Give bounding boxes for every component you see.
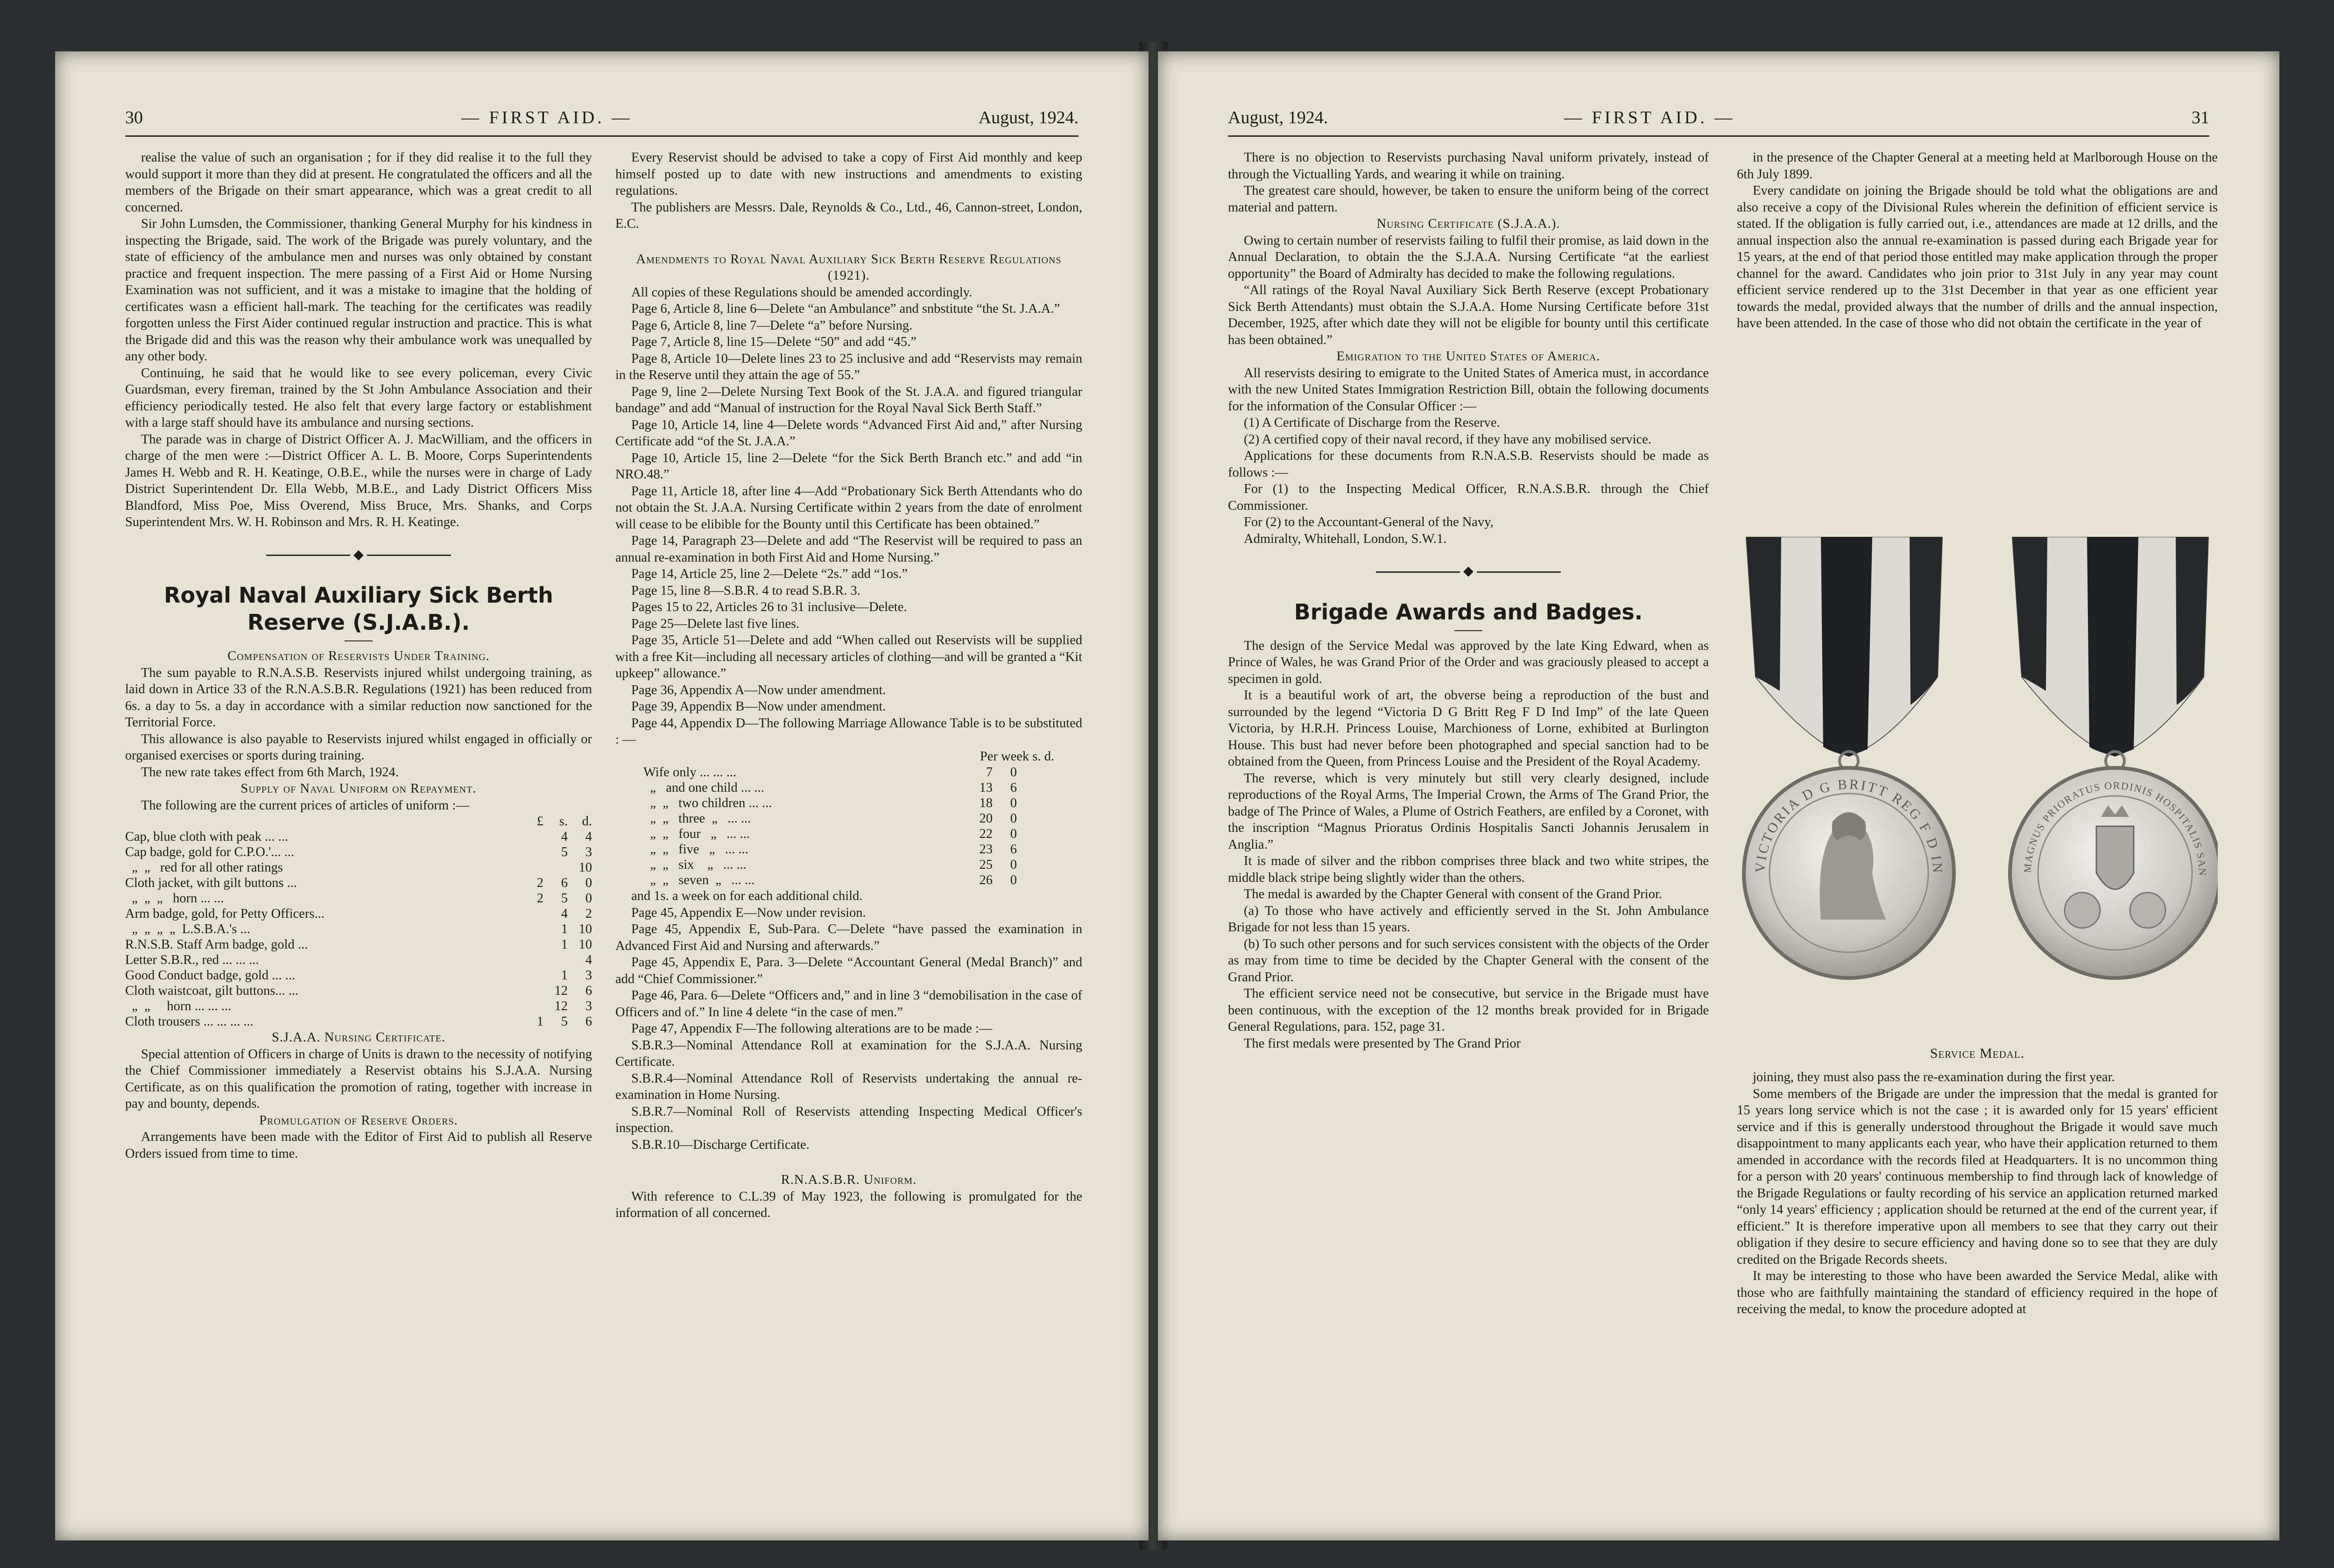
compensation-text bbox=[125, 665, 592, 781]
obverse-ribbon bbox=[1746, 537, 1942, 770]
right-col2-intro bbox=[1737, 149, 2218, 332]
amendment-item: Page 47, Appendix F—The following alterations are to be made :— bbox=[631, 1021, 993, 1036]
price-item: Cloth waistcoat, gilt buttons... ... bbox=[125, 984, 299, 998]
paragraph: Sir John Lumsden, the Commissioner, thanking General Murphy for his kindness in inspecting the Brigade, said. The work of the Brigade was purely voluntary, and the state of efficiency of the ambulance men and nurses was only obtained by constant practice and frequent inspection. The mere passing of a First Aid or Home Nursing Examination was not sufficient, and it was a mistake to imagine that the holding of certificates wasn a efficient hall-mark. The teaching for the certificates was readily forgotten unless the First Aider continued regular instruction and practice. This is what the Brigade did and this was the reason why their ambulance work was unequalled by any other body. bbox=[125, 217, 592, 364]
price-header-shillings: s. bbox=[559, 814, 568, 829]
price-pounds bbox=[519, 844, 543, 860]
price-pence: 2 bbox=[585, 907, 592, 921]
right-page-number: 31 bbox=[2192, 108, 2209, 127]
figure-caption: Service Medal. bbox=[1930, 1046, 2025, 1061]
table-row bbox=[125, 937, 592, 952]
reverse-ribbon bbox=[2012, 537, 2208, 770]
allowance-pence: 0 bbox=[1010, 811, 1017, 826]
price-item: Letter S.B.R., red ... ... ... bbox=[125, 953, 259, 967]
paragraph: joining, they must also pass the re-examination during the first year. bbox=[1753, 1070, 2115, 1084]
allowance-label: „ „ five „ ... ... bbox=[643, 842, 748, 857]
title-rule bbox=[345, 640, 373, 641]
paragraph: The reverse, which is very minutely but still very clearly designed, include reproductions of the Royal Arms, The Imperial Crown, the Arms of The Grand Prior, the badge of The Prince of Wales, a Plume of Ostrich Feathers, are enfiled by a Coronet, with the inscription “Magnus Prioratus Ordinis Hospitalis Sancti Johannis Jerusalem in Anglia.” bbox=[1228, 771, 1709, 852]
paragraph: The first medals were presented by The Grand Prior bbox=[1244, 1036, 1521, 1051]
table-row bbox=[125, 875, 592, 891]
left-running-title: — FIRST AID. — bbox=[461, 108, 633, 127]
price-shillings bbox=[543, 952, 568, 968]
right-column-2-continued bbox=[1737, 1069, 2218, 1318]
price-item: „ „ red for all other ratings bbox=[125, 860, 283, 875]
paragraph: Some members of the Brigade are under the impression that the medal is granted for 15 years long service which is not the case ; it is awarded only for 15 years' efficient service and if this is generally understood throughout the Brigade it would save much disappointment to many applicants each year, who have their application returned to them amended in accordance with the records filed at Headquarters. It is no uncommon thing for a person with 20 years' continuous membership to find through lack of knowledge of the Brigade Regulations or faulty recording of his service an application returned marked “only 14 years' efficiency ; application should be returned at the end of the current year, if efficient.” It is therefore imperative upon all members to see that they carry out their obligation if they desire to secure efficiency and having done so to see that they are duly credited on the Brigade Records sheets. bbox=[1737, 1086, 2218, 1267]
left-running-head bbox=[125, 107, 1079, 137]
left-page-number: 30 bbox=[125, 108, 143, 127]
price-pounds bbox=[519, 921, 543, 937]
allowance-shillings: 13 bbox=[979, 780, 993, 795]
paragraph: Admiralty, Whitehall, London, S.W.1. bbox=[1244, 531, 1447, 546]
paragraph: Owing to certain number of reservists failing to fulfil their promise, as laid down in the Annual Declaration, to obtain the the S.J.A.A. Nursing Certificate “at the earliest opportunity” the Board of Admiralty has decided to make the following regulations. bbox=[1228, 233, 1709, 281]
amendment-item: Page 6, Article 8, line 6—Delete “an Ambulance” and snbstitute “the St. J.A.A.” bbox=[631, 302, 1060, 316]
paragraph: (2) A certified copy of their naval record, if they have any mobilised service. bbox=[1244, 432, 1651, 447]
paragraph: “All ratings of the Royal Naval Auxiliary Sick Berth Reserve (except Probationary Sick Berth Attendants) must obtain the S.J.A.A. Home Nursing Certificate before 31st December, 1925, after which date they will not be eligible for bounty until this certificate has been obtained.” bbox=[1228, 283, 1709, 347]
price-pounds: 2 bbox=[536, 891, 543, 906]
price-shillings: 1 bbox=[561, 968, 568, 983]
amendment-item: and 1s. a week on for each additional child. bbox=[631, 889, 863, 903]
paragraph: There is no objection to Reservists purchasing Naval uniform privately, instead of through the Victualling Yards, and wearing it while on training. bbox=[1228, 150, 1709, 182]
amendment-item: S.B.R.3—Nominal Attendance Roll at examination for the S.J.A.A. Nursing Certificate. bbox=[615, 1038, 1082, 1069]
paragraph: Every candidate on joining the Brigade should be told what the obligations are and also receive a copy of the Divisional Rules wherein the definition of efficient service is stated. If the obligation is fully carried out, i.e., attendances are made at 12 drills, and the annual inspection also the annual re-examination is passed during each Brigade year for 15 years, at the end of that period those entitled may make application through the proper channel for the award. Candidates who join prior to 31st July in any year may count efficient service rendered up to the 31st December in that year as one efficient year towards the medal, provided always that the number of drills and the annual inspection, have been attended. In the case of those who did not obtain the certificate in the year of bbox=[1737, 183, 2218, 330]
allowance-pence: 6 bbox=[1010, 842, 1017, 857]
table-row bbox=[125, 860, 592, 875]
amendment-item: Page 10, Article 15, line 2—Delete “for the Sick Berth Branch etc.” and add “in NRO.48.” bbox=[615, 450, 1082, 482]
article-title-brigade-awards: Brigade Awards and Badges. bbox=[1294, 599, 1643, 625]
heading-emigration: Emigration to the United States of America. bbox=[1336, 349, 1601, 364]
allowance-label: „ „ six „ ... ... bbox=[643, 858, 747, 872]
paragraph: It is made of silver and the ribbon comprises three black and two white stripes, the middle black stripe being slightly wider than the others. bbox=[1228, 854, 1709, 885]
table-row bbox=[643, 826, 1017, 842]
amendment-item: Page 36, Appendix A—Now under amendment. bbox=[631, 682, 886, 697]
amendment-item: Pages 15 to 22, Articles 26 to 31 inclusive—Delete. bbox=[631, 600, 907, 614]
price-item: „ „ horn ... ... ... bbox=[125, 999, 232, 1013]
amendment-item: Page 9, line 2—Delete Nursing Text Book of the St. J.A.A. and figured triangular bandage” and add “Manual of instruction for the Royal Naval Sick Berth Staff.” bbox=[615, 384, 1082, 415]
price-item: Cloth trousers ... ... ... ... bbox=[125, 1014, 254, 1029]
amendment-item: Page 6, Article 8, line 7—Delete “a” before Nursing. bbox=[631, 318, 913, 333]
right-col1-intro bbox=[1228, 149, 1709, 216]
table-row bbox=[643, 811, 1017, 826]
price-shillings: 5 bbox=[561, 891, 568, 906]
paragraph: Applications for these documents from R.N.A.S.B. Reservists should be made as follows :— bbox=[1228, 449, 1709, 480]
uniform-price-table bbox=[125, 814, 592, 1029]
price-item: R.N.S.B. Staff Arm badge, gold ... bbox=[125, 937, 308, 952]
amendment-item: Page 35, Article 51—Delete and add “When called out Reservists will be supplied with a free Kit—including all necessary articles of clothing—and will be granted a “Kit upkeep” allowance.” bbox=[615, 633, 1082, 681]
paragraph: The design of the Service Medal was approved by the late King Edward, when as Prince of Wales, he was Grand Prior of the Order and was graciously pleased to accept a specimen in gold. bbox=[1228, 638, 1709, 686]
paragraph: (b) To such other persons and for such services consistent with the objects of the Order as may from time to time be decided by the Chapter General with the consent of the Grand Prior. bbox=[1228, 936, 1709, 984]
table-row bbox=[125, 844, 592, 860]
amendment-item: Page 10, Article 14, line 4—Delete words “Advanced First Aid and,” after Nursing Certificate add “of the St. J.A.A.” bbox=[615, 417, 1082, 449]
service-medal-illustration bbox=[1737, 537, 2218, 1041]
allowance-header: Per week s. d. bbox=[980, 749, 1054, 764]
price-shillings: 1 bbox=[561, 937, 568, 952]
price-pounds: 1 bbox=[536, 1014, 543, 1029]
left-col1-intro bbox=[125, 149, 592, 531]
paragraph: realise the value of such an organisation ; for if they did realise it to the full they would support it more than they did at present. He congratulated the officers and all the members of the Brigade on their smart appearance, which was a great credit to all concerned. bbox=[125, 150, 592, 215]
allowance-pence: 0 bbox=[1010, 873, 1017, 887]
paragraph: in the presence of the Chapter General at a meeting held at Marlborough House on the 6th July 1899. bbox=[1737, 150, 2218, 182]
amendment-item: Page 45, Appendix E, Para. 3—Delete “Accountant General (Medal Branch)” and add “Chief Commissioner.” bbox=[615, 955, 1082, 986]
price-shillings: 5 bbox=[561, 1014, 568, 1029]
table-row bbox=[125, 983, 592, 998]
table-row bbox=[125, 1014, 592, 1029]
table-row bbox=[125, 952, 592, 968]
table-row bbox=[125, 998, 592, 1014]
allowance-shillings: 23 bbox=[979, 842, 993, 857]
price-shillings: 12 bbox=[554, 999, 568, 1013]
price-item: Cap badge, gold for C.P.O.'... ... bbox=[125, 845, 295, 859]
table-row bbox=[643, 795, 1017, 811]
price-shillings: 4 bbox=[561, 830, 568, 844]
price-pence: 3 bbox=[585, 968, 592, 983]
paragraph: The new rate takes effect from 6th March, 1924. bbox=[141, 765, 399, 780]
right-column-2 bbox=[1737, 149, 2218, 332]
price-pounds bbox=[519, 906, 543, 921]
amendment-item: Page 46, Para. 6—Delete “Officers and,” and in line 3 “demobilisation in the case of Officers and of.” In line 4 delete “in the case of men.” bbox=[615, 988, 1082, 1020]
paragraph: The sum payable to R.N.A.S.B. Reservists injured whilst undergoing training, as laid down in Artice 33 of the R.N.A.S.B.R. Regulations (1921) has been reduced from 6s. a day to 5s. a day in accordance with a similar reduction now sanctioned for the Territorial Force. bbox=[125, 665, 592, 730]
price-pence: 6 bbox=[585, 984, 592, 998]
price-pence: 3 bbox=[585, 999, 592, 1013]
price-item: Arm badge, gold, for Petty Officers... bbox=[125, 907, 324, 921]
right-running-title: — FIRST AID. — bbox=[1564, 108, 1735, 127]
table-row bbox=[125, 829, 592, 844]
brigade-awards-text bbox=[1228, 638, 1709, 1052]
heading-nursing-certificate-sjaa: Nursing Certificate (S.J.A.A.). bbox=[1376, 217, 1560, 231]
right-column-1 bbox=[1228, 149, 1709, 1052]
price-pence: 10 bbox=[578, 937, 592, 952]
allowance-shillings: 25 bbox=[979, 858, 993, 872]
price-pence: 4 bbox=[585, 953, 592, 967]
allowance-label: „ „ seven „ ... ... bbox=[643, 873, 755, 887]
right-page bbox=[1158, 51, 2279, 1540]
marriage-allowance-table bbox=[643, 765, 1017, 888]
table-row bbox=[643, 765, 1017, 780]
price-header-pence: d. bbox=[582, 814, 592, 829]
allowance-shillings: 22 bbox=[979, 827, 993, 841]
price-pence: 10 bbox=[578, 860, 592, 875]
section-divider-ornament: ◆ bbox=[125, 547, 592, 563]
left-page-date: August, 1924. bbox=[978, 108, 1079, 127]
supply-intro: The following are the current prices of articles of uniform :— bbox=[141, 798, 469, 813]
heading-compensation: Compensation of Reservists Under Training. bbox=[227, 649, 490, 663]
price-shillings: 4 bbox=[561, 907, 568, 921]
allowance-pence: 0 bbox=[1010, 796, 1017, 810]
heading-nursing-certificate: S.J.A.A. Nursing Certificate. bbox=[271, 1030, 446, 1045]
allowance-label: „ „ three „ ... ... bbox=[643, 811, 751, 826]
allowance-shillings: 26 bbox=[979, 873, 993, 887]
paragraph: All reservists desiring to emigrate to the United States of America must, in accordance with the new United States Immigration Restriction Bill, obtain the following documents for the information of the Consular Officer :— bbox=[1228, 366, 1709, 414]
table-row bbox=[125, 968, 592, 983]
reverse-legend: MAGNUS PRIORATUS ORDINIS HOSPITALIS SAN bbox=[2021, 779, 2209, 877]
allowance-label: Wife only ... ... ... bbox=[643, 765, 737, 780]
title-rule bbox=[1454, 630, 1482, 631]
paragraph: For (1) to the Inspecting Medical Officer, R.N.A.S.B.R. through the Chief Commissioner. bbox=[1228, 482, 1709, 513]
amendment-item: Page 14, Paragraph 23—Delete and add “The Reservist will be required to pass an annual re-examination in both First Aid and Home Nursing.” bbox=[615, 534, 1082, 565]
heading-promulgation: Promulgation of Reserve Orders. bbox=[259, 1113, 458, 1128]
left-column-2 bbox=[615, 149, 1082, 1222]
price-pence: 3 bbox=[585, 845, 592, 859]
allowance-pence: 0 bbox=[1010, 827, 1017, 841]
promulgation-text: Arrangements have been made with the Editor of First Aid to publish all Reserve Orders issued from time to time. bbox=[125, 1130, 592, 1161]
amendments-continued bbox=[615, 888, 1082, 1153]
left-col2-intro bbox=[615, 149, 1082, 232]
price-pence: 0 bbox=[585, 876, 592, 890]
amendment-item: Page 8, Article 10—Delete lines 23 to 25 inclusive and add “Reservists may remain in the Reserve until they attain the age of 55.” bbox=[615, 351, 1082, 382]
paragraph: The greatest care should, however, be taken to ensure the uniform being of the correct material and pattern. bbox=[1228, 183, 1709, 215]
allowance-pence: 6 bbox=[1010, 780, 1017, 795]
price-pounds bbox=[519, 937, 543, 952]
paragraph: The efficient service need not be consecutive, but service in the Brigade must have been continuous, with the exception of the 12 months break provided for in Brigade General Regulations, para. 152, page 31. bbox=[1228, 986, 1709, 1034]
right-col2-after-figure bbox=[1737, 1069, 2218, 1318]
paragraph: Every Reservist should be advised to take a copy of First Aid monthly and keep himself posted up to date with new instructions and amendments to existing regulations. bbox=[615, 150, 1082, 198]
price-pence: 0 bbox=[585, 891, 592, 906]
emigration-paras bbox=[1228, 365, 1709, 548]
allowance-shillings: 18 bbox=[979, 796, 993, 810]
table-row bbox=[643, 857, 1017, 872]
amendment-item: Page 45, Appendix E—Now under revision. bbox=[631, 905, 866, 920]
right-page-date: August, 1924. bbox=[1228, 108, 1328, 127]
section-divider-ornament: ◆ bbox=[1228, 563, 1709, 580]
amendment-item: Page 45, Appendix E, Sub-Para. C—Delete “have passed the examination in Advanced First Aid and Nursing and afterwards.” bbox=[615, 922, 1082, 953]
obverse-legend: VICTORIA D G BRITT REG F D IN bbox=[1752, 776, 1946, 875]
price-shillings: 5 bbox=[561, 845, 568, 859]
price-shillings bbox=[543, 860, 568, 875]
heading-rnasbr-uniform: R.N.A.S.B.R. Uniform. bbox=[781, 1173, 917, 1187]
paragraph: This allowance is also payable to Reservists injured whilst engaged in officially or organised exercises or sports during training. bbox=[125, 731, 592, 763]
price-pence: 6 bbox=[585, 1014, 592, 1029]
amendment-item: Page 39, Appendix B—Now under amendment. bbox=[631, 699, 886, 714]
amendment-item: Page 15, line 8—S.B.R. 4 to read S.B.R. 3. bbox=[631, 583, 860, 598]
price-shillings: 1 bbox=[561, 922, 568, 936]
amendment-item: S.B.R.10—Discharge Certificate. bbox=[631, 1137, 810, 1152]
left-page bbox=[55, 51, 1149, 1540]
price-pence: 4 bbox=[585, 830, 592, 844]
paragraph: The parade was in charge of District Officer A. J. MacWilliam, and the officers in charge of the men were :—District Officer A. L. B. Moore, Corps Superintendents James H. Webb and R. H. Keatinge, O.B.E., while the nurses were in charge of Lady District Superintendent Dr. Ella Webb, M.B.E., and Lady District Officers Miss Blandford, Miss Poe, Miss Overend, Miss Bruce, Mrs. Shanks, and Corps Superintendent Mrs. W. H. Robinson and Mrs. R. H. Keatinge. bbox=[125, 432, 592, 529]
table-row bbox=[643, 780, 1017, 795]
paragraph: (a) To those who have actively and efficiently served in the St. John Ambulance Brigade for not less than 15 years. bbox=[1228, 903, 1709, 935]
price-item: Cap, blue cloth with peak ... ... bbox=[125, 830, 289, 844]
allowance-label: „ „ four „ ... ... bbox=[643, 827, 750, 841]
nursing-certificate-text: Special attention of Officers in charge of Units is drawn to the necessity of notifying the Chief Commissioner immediately a Reservist obtains his S.J.A.A. Nursing Certificate, as on this qualification the promotion of rating, together with increase in pay and bounty, depends. bbox=[125, 1047, 592, 1111]
table-row bbox=[125, 891, 592, 906]
paragraph: The medal is awarded by the Chapter General with consent of the Grand Prior. bbox=[1244, 887, 1662, 901]
paragraph: For (2) to the Accountant-General of the Navy, bbox=[1244, 515, 1494, 529]
heading-supply-uniform: Supply of Naval Uniform on Repayment. bbox=[240, 781, 477, 796]
table-row bbox=[643, 842, 1017, 857]
allowance-shillings: 20 bbox=[979, 811, 993, 826]
paragraph: It may be interesting to those who have been awarded the Service Medal, alike with those who are faithfully maintaining the standard of efficiency required in the hope of receiving the medal, to know the procedure adopted at bbox=[1737, 1269, 2218, 1316]
paragraph: It is a beautiful work of art, the obverse being a reproduction of the bust and surrounded by the legend “Victoria D G Britt Reg F D Ind Imp” of the late Queen Victoria, by H.R.H. Princess Louise, Marchioness of Lorne, exhibited at Burlington House. This bust had never before been photographed and special sanction had to be obtained from the Queen, from Princess Louise and the President of the Royal Academy. bbox=[1228, 688, 1709, 769]
amendment-item: Page 44, Appendix D—The following Marriage Allowance Table is to be substituted : — bbox=[615, 716, 1082, 747]
allowance-label: „ and one child ... ... bbox=[643, 780, 764, 795]
price-pounds bbox=[519, 952, 543, 968]
table-row bbox=[125, 906, 592, 921]
allowance-shillings: 7 bbox=[986, 765, 993, 780]
paragraph: The publishers are Messrs. Dale, Reynolds & Co., Ltd., 46, Cannon-street, London, E.C. bbox=[615, 200, 1082, 231]
price-shillings: 12 bbox=[554, 984, 568, 998]
price-item: Cloth jacket, with gilt buttons ... bbox=[125, 876, 297, 890]
amendment-item: Page 25—Delete last five lines. bbox=[631, 616, 800, 631]
price-header-pounds: £ bbox=[536, 814, 543, 829]
price-pounds bbox=[519, 983, 543, 998]
right-running-head bbox=[1228, 107, 2209, 137]
paragraph: Continuing, he said that he would like to see every policeman, every Civic Guardsman, every fireman, trained by the St John Ambulance Association and their efficiency periodically tested. He also felt that every large factory or establishment with a large staff should have its ambulance and nursing sections. bbox=[125, 366, 592, 430]
price-item: „ „ „ horn ... ... bbox=[125, 891, 224, 906]
allowance-pence: 0 bbox=[1010, 858, 1017, 872]
amendment-item: Page 7, Article 8, line 15—Delete “50” and add “45.” bbox=[631, 335, 917, 349]
left-column-1 bbox=[125, 149, 592, 1162]
nursing-certificate-paras bbox=[1228, 232, 1709, 349]
price-pounds bbox=[519, 998, 543, 1014]
allowance-pence: 0 bbox=[1010, 765, 1017, 780]
amendment-item: Page 14, Article 25, line 2—Delete “2s.” add “1os.” bbox=[631, 567, 908, 581]
allowance-label: „ „ two children ... ... bbox=[643, 796, 772, 810]
price-pounds: 2 bbox=[536, 876, 543, 890]
heading-amendments: Amendments to Royal Naval Auxiliary Sick Berth Reserve Regulations (1921). bbox=[636, 252, 1062, 283]
service-medal-figure bbox=[1737, 537, 2218, 1041]
amendment-item: S.B.R.4—Nominal Attendance Roll of Reservists undertaking the annual re-examination in Home Nursing. bbox=[615, 1071, 1082, 1102]
price-pounds bbox=[519, 829, 543, 844]
price-item: „ „ „ „ L.S.B.A.'s ... bbox=[125, 922, 250, 936]
price-pence: 10 bbox=[578, 922, 592, 936]
amendment-item: S.B.R.7—Nominal Roll of Reservists attending Inspecting Medical Officer's inspection. bbox=[615, 1104, 1082, 1135]
price-pounds bbox=[519, 968, 543, 983]
amendment-item: Page 11, Article 18, after line 4—Add “Probationary Sick Berth Attendants who do not obtain the St. J.A.A. Nursing Certificate within 2 years from the date of enrolment will cease to be elibible for the Bounty until this Certificate has been obtained.” bbox=[615, 484, 1082, 532]
article-title-rnasbr: Royal Naval Auxiliary Sick Berth Reserve (S.J.A.B.). bbox=[164, 583, 553, 635]
price-shillings: 6 bbox=[561, 876, 568, 890]
price-pounds bbox=[519, 860, 543, 875]
amendments-text bbox=[615, 284, 1082, 748]
table-row bbox=[125, 921, 592, 937]
uniform-text: With reference to C.L.39 of May 1923, the following is promulgated for the information of all concerned. bbox=[615, 1189, 1082, 1220]
price-item: Good Conduct badge, gold ... ... bbox=[125, 968, 296, 983]
amendment-item: All copies of these Regulations should be amended accordingly. bbox=[631, 285, 973, 300]
paragraph: (1) A Certificate of Discharge from the Reserve. bbox=[1244, 415, 1500, 430]
table-row bbox=[643, 872, 1017, 888]
